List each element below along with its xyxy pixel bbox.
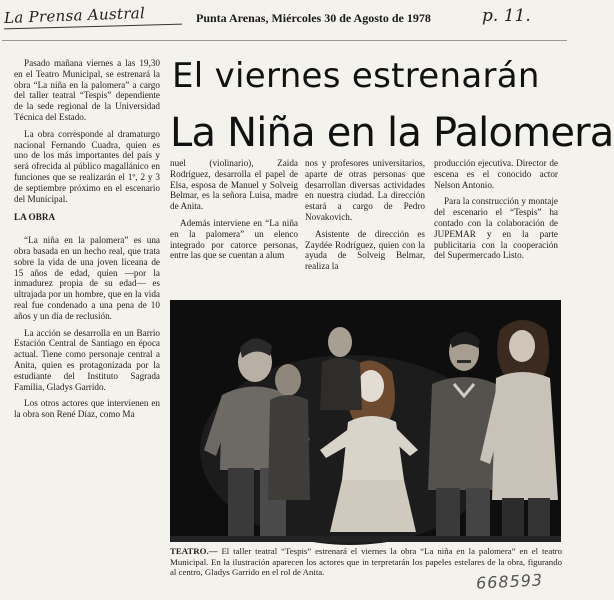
header-rule <box>2 40 567 41</box>
paragraph: Además interviene en “La niña en la palomera” un elenco integrado por catorce personas, entre las que se cuentan a alum <box>170 217 298 261</box>
paragraph: Los otros actores que intervienen en la obra son René Díaz, como Ma <box>14 398 160 420</box>
section-subhead: LA OBRA <box>14 212 56 223</box>
article-column-right <box>434 158 558 294</box>
article-column-middle-b <box>305 158 425 294</box>
paragraph: producción ejecutiva. Director de escena es el conocido actor Nelson Antonio. <box>434 158 558 190</box>
paragraph: Asistente de dirección es Zaydée Rodríguez, quien con la ayuda de Solveig Belmar, realiza la <box>305 228 425 272</box>
headline-line-1: El viernes estrenarán <box>172 56 540 96</box>
caption-tag: TEATRO.— <box>170 546 218 556</box>
article-column-left <box>14 58 160 594</box>
dateline: Punta Arenas, Miércoles 30 de Agosto de 1978 <box>196 11 431 25</box>
paragraph: nos y profesores universitarios, aparte de otras personas que desarrollan diversas actividades en nuestra ciudad. La dirección estará a cargo de Pedro Novakovich. <box>305 158 425 222</box>
paragraph: “La niña en la palomera” es una obra basada en un hecho real, que trata sobre la vida de una joven liceana de 15 años de edad, quien —por la inmadurez propia de su edad— es ultrajada por un hombre, que en la vida real fue condenado a una pena de 10 años y un día de reclusión. <box>14 235 160 321</box>
caption-text: El taller teatral “Tespis” estrenará el viernes la obra “La niña en la palomera” en el teatro Municipal. En la ilustración aparecen los actores que in terpretarán los papeles estelares de la obra, figurando al centro, Gladys Garrido en el rol de Anita. <box>170 546 562 578</box>
paragraph: nuel (violinario), Zaida Rodríguez, desarrolla el papel de Elsa, esposa de Manuel y Solveig Belmar, es la señora Luisa, madre de Anita. <box>170 158 298 212</box>
paragraph: Para la construcción y montaje del escenario el “Tespis” ha contado con la colaboración de JUPEMAR y en la parte publicitaria con la cooperación del Supermercado Listo. <box>434 196 558 261</box>
actors-photo <box>170 300 561 542</box>
handwritten-page-note: p. 11. <box>482 6 531 26</box>
headline-line-2: La Niña en la Palomera <box>170 110 614 156</box>
paragraph: La obra corresponde al dramaturgo nacional Fernando Cuadra, quien es uno de los más importantes del país y será ofrecida al público magallánico en funciones que se realizarán el 1º, 2 y 3 de septiembre próximo en el escenario del Municipal. <box>14 128 160 204</box>
paragraph: Pasado mañana viernes a las 19,30 en el Teatro Municipal, se estrenará la obra “La niña en la palomera” a cargo del taller teatral “Tespis” dependiente de la sede regional de la Universidad Técnica del Estado. <box>14 58 160 122</box>
photo-illustration <box>170 300 561 542</box>
handwritten-masthead: La Prensa Austral <box>3 4 146 27</box>
article-column-middle-a <box>170 158 298 294</box>
paragraph: La acción se desarrolla en un Barrio Estación Central de Santiago en época actual. Tiene como personaje central a Anita, quien es protagonizada por la estudiante del Instituto Sagrada Familia, Gladys Garrido. <box>14 327 160 392</box>
handwritten-archive-number: 668593 <box>475 570 544 593</box>
